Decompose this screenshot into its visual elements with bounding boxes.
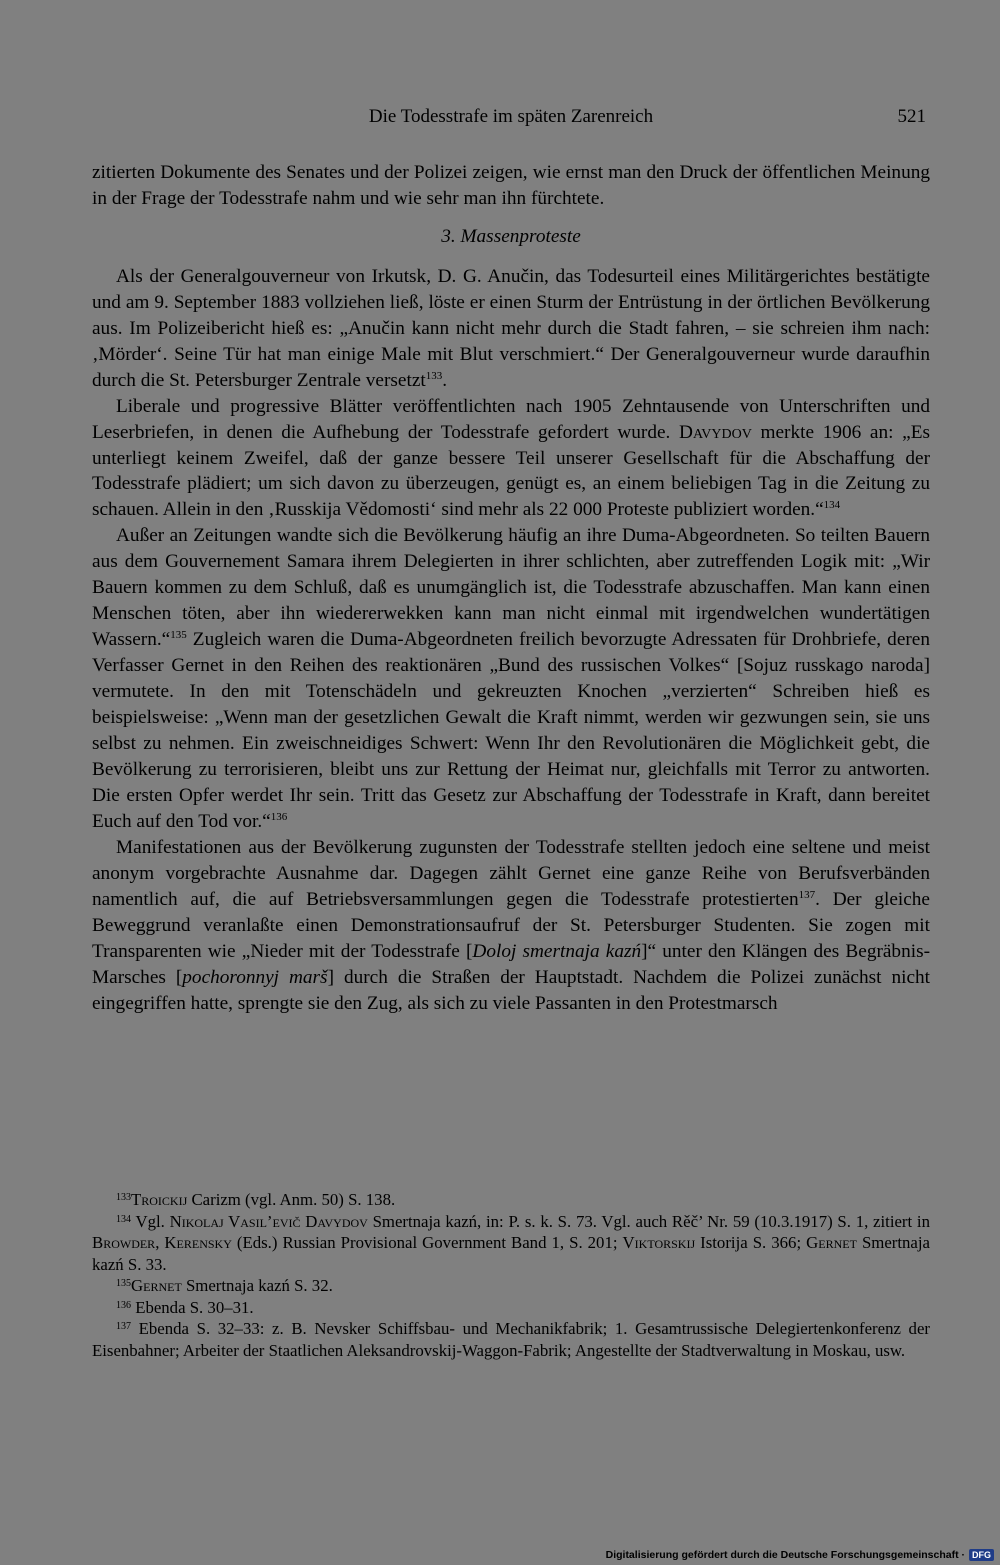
footnote bbox=[92, 1318, 930, 1361]
footnote-text: Vgl. bbox=[131, 1211, 170, 1231]
cited-author: Browder, Kerensky bbox=[92, 1233, 232, 1252]
main-text bbox=[92, 160, 930, 1017]
footnote-ref[interactable]: 136 bbox=[270, 810, 288, 823]
footnote bbox=[92, 1211, 930, 1276]
paragraph bbox=[92, 394, 930, 524]
paragraph bbox=[92, 835, 930, 1017]
footnote-text: (Eds.) Russian Provisional Government Band 1, S. 201; bbox=[231, 1233, 623, 1252]
cited-author: Nikolaj Vasil’evič Davydov bbox=[169, 1211, 368, 1231]
footnote bbox=[92, 1297, 930, 1319]
paragraph-text: zitierten Dokumente des Senates und der Polizei zeigen, wie ernst man den Druck der öffentlichen Meinung in der Frage der Todesstrafe nahm und wie sehr man ihn fürchtete. bbox=[92, 162, 930, 209]
paragraph bbox=[92, 264, 930, 394]
italic-term: pochoronnyj marš bbox=[182, 966, 328, 988]
cited-author: Troickij bbox=[131, 1190, 188, 1209]
footnote bbox=[92, 1189, 930, 1211]
footnote-ref[interactable]: 137 bbox=[798, 888, 816, 901]
footnote-number: 136 bbox=[116, 1299, 131, 1311]
paragraph-text: Außer an Zeitungen wandte sich die Bevölkerung häufig an ihre Duma-Abgeordneten. So teilten Bauern aus dem Gouvernement Samara ihrem Delegierten in ihrer schlichten, aber zutreffenden Logik mit: „Wir Bauern kommen zu dem Schluß, daß es unumgänglich ist, die Todesstrafe abzuschaffen. Man kann einen Menschen töten, aber ihn wiedererwekken kann man nicht einmal mit irgendwelchen wundertätigen Wassern.“ bbox=[92, 525, 930, 651]
page-number: 521 bbox=[897, 106, 926, 127]
footnote-ref[interactable]: 134 bbox=[823, 499, 841, 512]
footnote-number: 133 bbox=[116, 1192, 131, 1203]
footnotes bbox=[92, 1189, 930, 1361]
paragraph-text: . bbox=[442, 369, 448, 391]
footnote-number: 135 bbox=[116, 1278, 131, 1289]
footnote-ref[interactable]: 133 bbox=[425, 369, 443, 382]
footer-text: Digitalisierung gefördert durch die Deutsche Forschungsgemeinschaft · bbox=[605, 1549, 965, 1561]
paragraph-text: merkte 1906 an: „Es unterliegt keinem Zweifel, daß der ganze bessere Teil unserer Gesellschaft für die Abschaffung der Todesstrafe plädiert; um sich davon zu überzeugen, genügt es, an einem beliebigen Tag in die Zeitung zu schauen. Allein in den ‚Russkija Vědomosti‘ sind mehr als 22 000 Proteste publiziert worden.“ bbox=[92, 421, 930, 521]
dfg-logo[interactable]: DFG bbox=[969, 1549, 994, 1561]
paragraph-text: . Der gleiche Beweggrund veranlaßte einen Demonstrationsaufruf der St. Petersburger Studenten. Sie zogen mit Transparenten wie „Nieder mit der Todesstrafe [ bbox=[92, 888, 930, 962]
footnote-text: Carizm (vgl. Anm. 50) S. 138. bbox=[187, 1190, 396, 1209]
footnote-text: Smertnaja kazń S. 32. bbox=[181, 1276, 333, 1295]
digitization-footer bbox=[606, 1549, 994, 1561]
paragraph bbox=[92, 523, 930, 834]
paragraph-text: ] durch die Straßen der Hauptstadt. Nachdem die Polizei zunächst nicht eingegriffen hatte, sprengte sie den Zug, als sich zu viele Passanten in den Protestmarsch bbox=[92, 966, 930, 1014]
footnote-text: Ebenda S. 32–33: z. B. Nevsker Schiffsbau- und Mechanikfabrik; 1. Gesamtrussische Delegiertenkonferenz der Eisenbahner; Arbeiter der Staatlichen Aleksandrovskij-Waggon-Fabrik; Angestellte der Stadtverwaltung in Moskau, usw. bbox=[92, 1319, 930, 1360]
italic-term: Doloj smertnaja kazń bbox=[472, 940, 642, 962]
footnote-text: Smertnaja kazń, in: P. s. k. S. 73. Vgl. auch Rěč’ Nr. 59 (10.3.1917) S. 1, zitiert in bbox=[367, 1211, 930, 1231]
footnote-number: 134 bbox=[116, 1213, 131, 1225]
paragraph bbox=[92, 160, 930, 212]
paragraph-text: Liberale und progressive Blätter veröffentlichten nach 1905 Zehntausende von Unterschriften und Leserbriefen, in denen die Aufhebung der Todesstrafe gefordert wurde. bbox=[92, 395, 930, 443]
footnote-text: Ebenda S. 30–31. bbox=[131, 1297, 254, 1317]
footnote-text: Smertnaja kazń S. 33. bbox=[92, 1233, 930, 1274]
paragraph-text: ]“ unter den Klängen des Begräbnis-Marsches [ bbox=[92, 940, 930, 988]
section-heading: 3. Massenproteste bbox=[441, 225, 581, 247]
running-head-title: Die Todesstrafe im späten Zarenreich bbox=[368, 106, 654, 127]
author-name: Davydov bbox=[679, 421, 752, 443]
cited-author: Gernet bbox=[131, 1276, 182, 1295]
footnote-number: 137 bbox=[116, 1321, 131, 1332]
cited-author: Gernet bbox=[806, 1233, 857, 1252]
footnote-ref[interactable]: 135 bbox=[170, 629, 187, 642]
paragraph-text: Als der Generalgouverneur von Irkutsk, D. G. Anučin, das Todesurteil eines Militärgerichtes bestätigte und am 9. September 1883 vollziehen ließ, löste er einen Sturm der Entrüstung in der örtlichen Bevölkerung aus. Im Polizeibericht hieß es: „Anučin kann nicht mehr durch die Stadt fahren, – sie schreien ihm nach: ‚Mörder‘. Seine Tür hat man einige Male mit Blut verschmiert.“ Der Generalgouverneur wurde daraufhin durch die St. Petersburger Zentrale versetzt bbox=[92, 265, 930, 391]
footnote-text: Istorija S. 366; bbox=[695, 1233, 807, 1252]
paragraph-text: Manifestationen aus der Bevölkerung zugunsten der Todesstrafe stellten jedoch eine seltene und meist anonym vorgebrachte Ausnahme dar. Dagegen zählt Gernet eine ganze Reihe von Berufsverbänden namentlich auf, die auf Betriebsversammlungen gegen die Todesstrafe protestierten bbox=[92, 836, 930, 910]
running-head bbox=[92, 104, 930, 134]
paragraph-text: Zugleich waren die Duma-Abgeordneten freilich bevorzugte Adressaten für Drohbriefe, deren Verfasser Gernet in den Reihen des reaktionären „Bund des russischen Volkes“ [Sojuz russkago naroda] vermutete. In den mit Totenschädeln und gekreuzten Knochen „verzierten“ Schreiben hieß es beispielsweise: „Wenn man der gesetzlichen Gewalt die Kraft nimmt, werden wir gezwungen sein, sie uns selbst zu nehmen. Ein zweischneidiges Schwert: Wenn Ihr den Revolutionären die Möglichkeit gebt, die Bevölkerung zu terrorisieren, bleibt uns zur Rettung der Heimat nur, gleichfalls mit Terror zu antworten. Die ersten Opfer werdet Ihr sein. Tritt das Gesetz zur Abschaffung der Todesstrafe in Kraft, dann bereitet Euch auf den Tod vor.“ bbox=[92, 629, 930, 832]
cited-author: Viktorskij bbox=[622, 1233, 696, 1252]
footnote bbox=[92, 1275, 930, 1297]
